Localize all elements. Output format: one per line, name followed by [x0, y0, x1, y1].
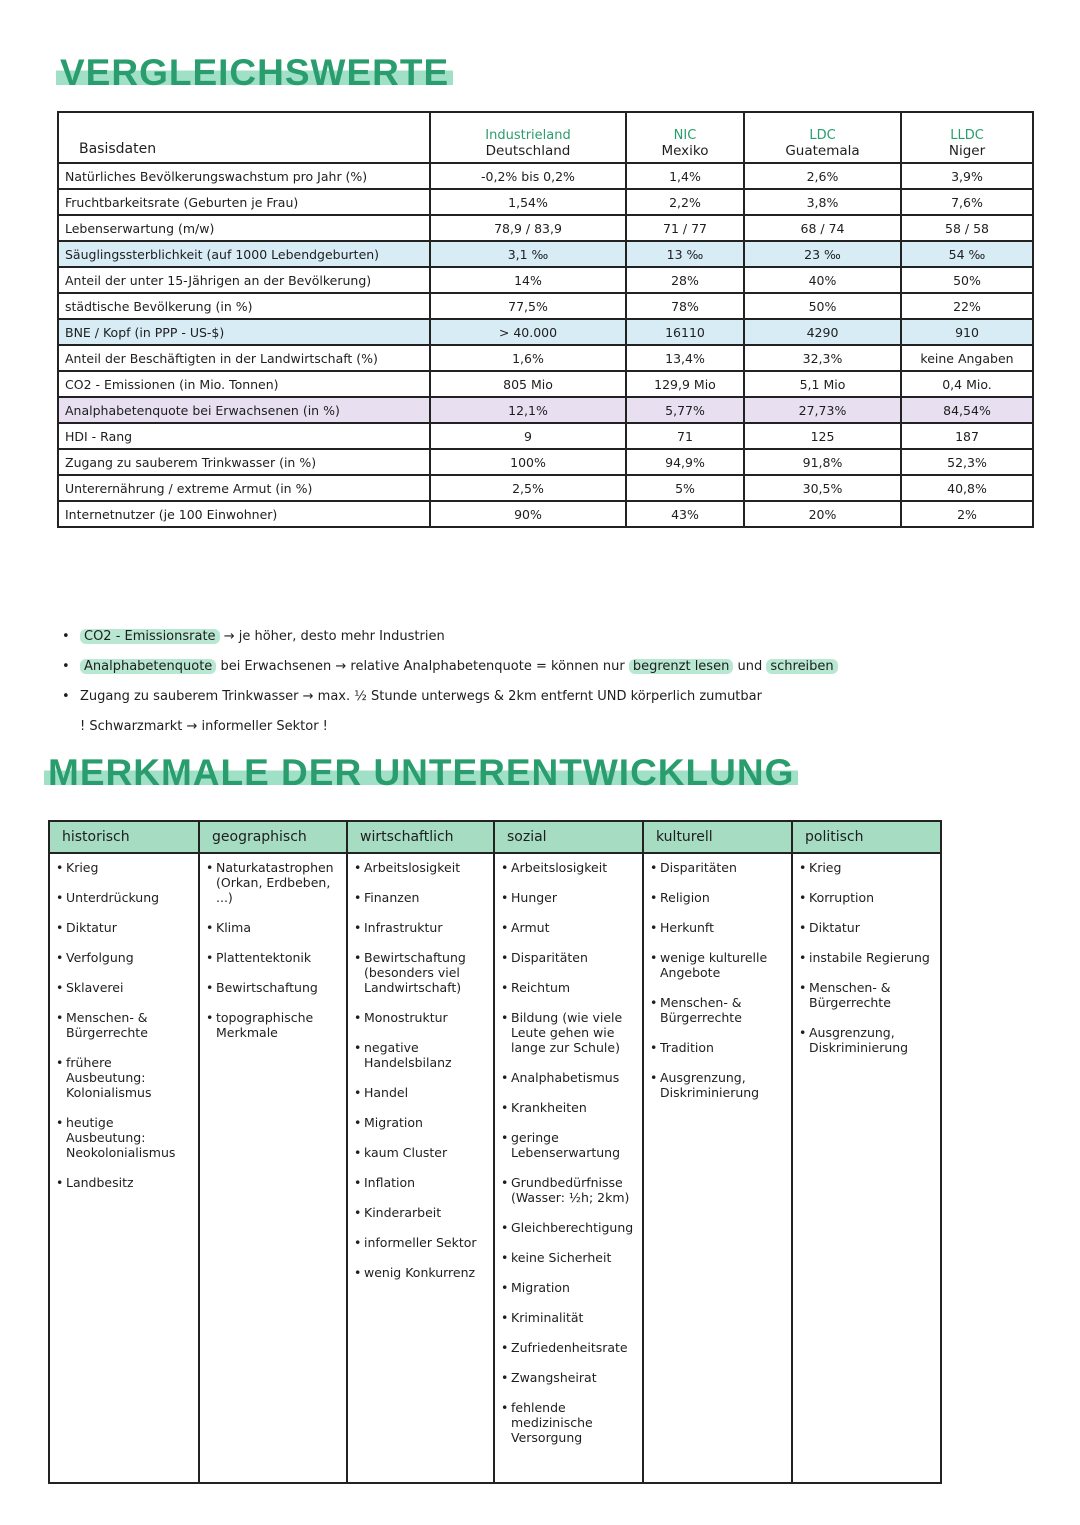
table-cell: 129,9 Mio [626, 371, 744, 397]
list-item: • wenige kulturelle Angebote [650, 950, 787, 980]
row-label: Anteil der unter 15-Jährigen an der Bevölkerung) [58, 267, 430, 293]
table-cell: 78% [626, 293, 744, 319]
table-row-highlighted [58, 319, 1033, 345]
row-label: Internetnutzer (je 100 Einwohner) [58, 501, 430, 527]
table-cell: 54 ‰ [901, 241, 1033, 267]
list-item: • Krieg [799, 860, 936, 875]
note-text: → je höher, desto mehr Industrien [223, 629, 445, 644]
list-item: • Diktatur [799, 920, 936, 935]
list-item: • Disparitäten [501, 950, 638, 965]
table-row [58, 371, 1033, 397]
note-co2 [62, 626, 1022, 656]
table-cell: 13 ‰ [626, 241, 744, 267]
column-sozial [494, 853, 643, 1483]
note-text: Zugang zu sauberem Trinkwasser → max. ½ Stunde unterwegs & 2km entfernt UND körperlich zumutbar [80, 689, 762, 704]
col-header-nic: NIC Mexiko [626, 112, 744, 163]
table-cell: 50% [744, 293, 901, 319]
list-item: • instabile Regierung [799, 950, 936, 965]
basis-header: Basisdaten [58, 112, 430, 163]
list-item: • Zufriedenheitsrate [501, 1340, 638, 1355]
table-row [58, 267, 1033, 293]
list-item: • Arbeitslosigkeit [354, 860, 489, 875]
list-item: • wenig Konkurrenz [354, 1265, 489, 1280]
note-trinkwasser [62, 686, 1022, 716]
list-item: • Menschen- & Bürgerrechte [650, 995, 787, 1025]
table-cell: 100% [430, 449, 626, 475]
note-highlight: Analphabetenquote [80, 659, 216, 674]
col-header-sozial: sozial [494, 821, 643, 853]
list-item: • Analphabetismus [501, 1070, 638, 1085]
list-item: • Korruption [799, 890, 936, 905]
list-item: • Klima [206, 920, 342, 935]
table-cell: keine Angaben [901, 345, 1033, 371]
list-item: • Grundbedürfnisse (Wasser: ½h; 2km) [501, 1175, 638, 1205]
table-cell: 1,4% [626, 163, 744, 189]
notes-list [62, 626, 1022, 746]
list-item: • Infrastruktur [354, 920, 489, 935]
row-label: Säuglingssterblichkeit (auf 1000 Lebendgeburten) [58, 241, 430, 267]
list-item: • Finanzen [354, 890, 489, 905]
col-header-lldc: LLDC Niger [901, 112, 1033, 163]
col-header-ldc: LDC Guatemala [744, 112, 901, 163]
list-item: • Ausgrenzung, Diskriminierung [799, 1025, 936, 1055]
table-cell: 0,4 Mio. [901, 371, 1033, 397]
table-cell: 1,54% [430, 189, 626, 215]
list-item: • Sklaverei [56, 980, 194, 995]
list-item: • topographische Merkmale [206, 1010, 342, 1040]
col-header-historisch: historisch [49, 821, 199, 853]
merkmale-header-row [49, 821, 941, 853]
list-item: • Armut [501, 920, 638, 935]
table-cell: 5% [626, 475, 744, 501]
column-wirtschaftlich [347, 853, 494, 1483]
list-item: • Handel [354, 1085, 489, 1100]
table-cell: -0,2% bis 0,2% [430, 163, 626, 189]
table-cell: 40% [744, 267, 901, 293]
list-item: • Naturkatastrophen (Orkan, Erdbeben, ...) [206, 860, 342, 905]
table-cell: 78,9 / 83,9 [430, 215, 626, 241]
list-item: • geringe Lebenserwartung [501, 1130, 638, 1160]
table-cell: 90% [430, 501, 626, 527]
table-cell: 14% [430, 267, 626, 293]
table-cell: 187 [901, 423, 1033, 449]
list-item: • Kinderarbeit [354, 1205, 489, 1220]
table-cell: 12,1% [430, 397, 626, 423]
table-row [58, 423, 1033, 449]
list-item: • Zwangsheirat [501, 1370, 638, 1385]
table-cell: 20% [744, 501, 901, 527]
list-item: • Religion [650, 890, 787, 905]
list-item: • heutige Ausbeutung: Neokolonialismus [56, 1115, 194, 1160]
note-text: ! Schwarzmarkt → informeller Sektor ! [80, 719, 328, 734]
col-header-wirtschaftlich: wirtschaftlich [347, 821, 494, 853]
table-cell: 805 Mio [430, 371, 626, 397]
row-label: Analphabetenquote bei Erwachsenen (in %) [58, 397, 430, 423]
table-row [58, 345, 1033, 371]
table-cell: 2,5% [430, 475, 626, 501]
note-analphabeten [62, 656, 1022, 686]
column-historisch [49, 853, 199, 1483]
table-cell: 3,9% [901, 163, 1033, 189]
section-title-merkmale: MERKMALE DER UNTERENTWICKLUNG [44, 752, 798, 794]
table-cell: 3,1 ‰ [430, 241, 626, 267]
list-item: • Hunger [501, 890, 638, 905]
list-item: • Reichtum [501, 980, 638, 995]
note-highlight: schreiben [766, 659, 837, 674]
comparison-table [57, 111, 1034, 528]
table-row [58, 501, 1033, 527]
table-cell: 23 ‰ [744, 241, 901, 267]
column-geographisch [199, 853, 347, 1483]
merkmale-body-row [49, 853, 941, 1483]
merkmale-table [48, 820, 942, 1484]
table-cell: 40,8% [901, 475, 1033, 501]
table-cell: 43% [626, 501, 744, 527]
note-highlight: CO2 - Emissionsrate [80, 629, 220, 644]
list-item: • Monostruktur [354, 1010, 489, 1025]
note-text: bei Erwachsenen → relative Analphabetenquote = können nur [220, 659, 625, 674]
table-cell: 27,73% [744, 397, 901, 423]
table-cell: 71 [626, 423, 744, 449]
row-label: Zugang zu sauberem Trinkwasser (in %) [58, 449, 430, 475]
table-cell: 125 [744, 423, 901, 449]
list-item: • Herkunft [650, 920, 787, 935]
table-cell: 58 / 58 [901, 215, 1033, 241]
table-row [58, 189, 1033, 215]
list-item: • Verfolgung [56, 950, 194, 965]
comparison-header-row [58, 112, 1033, 163]
list-item: • fehlende medizinische Versorgung [501, 1400, 638, 1445]
row-label: Lebenserwartung (m/w) [58, 215, 430, 241]
list-item: • Krankheiten [501, 1100, 638, 1115]
table-cell: 2,2% [626, 189, 744, 215]
table-cell: 50% [901, 267, 1033, 293]
table-cell: 4290 [744, 319, 901, 345]
list-item: • informeller Sektor [354, 1235, 489, 1250]
table-cell: 52,3% [901, 449, 1033, 475]
table-cell: 91,8% [744, 449, 901, 475]
row-label: CO2 - Emissionen (in Mio. Tonnen) [58, 371, 430, 397]
table-cell: 1,6% [430, 345, 626, 371]
list-item: • Plattentektonik [206, 950, 342, 965]
list-item: • Gleichberechtigung [501, 1220, 638, 1235]
table-row [58, 475, 1033, 501]
table-cell: 2% [901, 501, 1033, 527]
table-cell: 5,77% [626, 397, 744, 423]
row-label: Anteil der Beschäftigten in der Landwirtschaft (%) [58, 345, 430, 371]
row-label: städtische Bevölkerung (in %) [58, 293, 430, 319]
table-cell: 13,4% [626, 345, 744, 371]
list-item: • Migration [501, 1280, 638, 1295]
list-item: • Diktatur [56, 920, 194, 935]
note-text: und [737, 659, 763, 674]
table-cell: 30,5% [744, 475, 901, 501]
list-item: • Disparitäten [650, 860, 787, 875]
page-title-vergleichswerte: VERGLEICHSWERTE [56, 52, 453, 94]
table-cell: 5,1 Mio [744, 371, 901, 397]
table-row [58, 215, 1033, 241]
list-item: • negative Handelsbilanz [354, 1040, 489, 1070]
list-item: • Menschen- & Bürgerrechte [56, 1010, 194, 1040]
list-item: • Arbeitslosigkeit [501, 860, 638, 875]
list-item: • Unterdrückung [56, 890, 194, 905]
table-row [58, 163, 1033, 189]
table-cell: 9 [430, 423, 626, 449]
list-item: • Krieg [56, 860, 194, 875]
table-row-highlighted [58, 397, 1033, 423]
list-item: • Kriminalität [501, 1310, 638, 1325]
table-cell: 16110 [626, 319, 744, 345]
table-cell: 2,6% [744, 163, 901, 189]
column-kulturell [643, 853, 792, 1483]
table-row [58, 293, 1033, 319]
table-cell: 94,9% [626, 449, 744, 475]
table-cell: 7,6% [901, 189, 1033, 215]
table-cell: 3,8% [744, 189, 901, 215]
row-label: Natürliches Bevölkerungswachstum pro Jahr (%) [58, 163, 430, 189]
list-item: • Migration [354, 1115, 489, 1130]
table-cell: 32,3% [744, 345, 901, 371]
row-label: Fruchtbarkeitsrate (Geburten je Frau) [58, 189, 430, 215]
table-cell: 77,5% [430, 293, 626, 319]
table-cell: 22% [901, 293, 1033, 319]
table-cell: 910 [901, 319, 1033, 345]
list-item: • Inflation [354, 1175, 489, 1190]
table-cell: 28% [626, 267, 744, 293]
table-row-highlighted [58, 241, 1033, 267]
table-cell: 84,54% [901, 397, 1033, 423]
row-label: BNE / Kopf (in PPP - US-$) [58, 319, 430, 345]
col-header-kulturell: kulturell [643, 821, 792, 853]
table-cell: 71 / 77 [626, 215, 744, 241]
col-header-industrieland: Industrieland Deutschland [430, 112, 626, 163]
list-item: • kaum Cluster [354, 1145, 489, 1160]
list-item: • keine Sicherheit [501, 1250, 638, 1265]
col-header-geographisch: geographisch [199, 821, 347, 853]
list-item: • frühere Ausbeutung: Kolonialismus [56, 1055, 194, 1100]
list-item: • Bildung (wie viele Leute gehen wie lange zur Schule) [501, 1010, 638, 1055]
col-header-politisch: politisch [792, 821, 941, 853]
list-item: • Bewirtschaftung (besonders viel Landwirtschaft) [354, 950, 489, 995]
note-schwarzmarkt [62, 716, 1022, 746]
column-politisch [792, 853, 941, 1483]
note-highlight: begrenzt lesen [629, 659, 733, 674]
table-cell: 68 / 74 [744, 215, 901, 241]
list-item: • Landbesitz [56, 1175, 194, 1190]
list-item: • Bewirtschaftung [206, 980, 342, 995]
list-item: • Menschen- & Bürgerrechte [799, 980, 936, 1010]
list-item: • Tradition [650, 1040, 787, 1055]
row-label: HDI - Rang [58, 423, 430, 449]
row-label: Unterernährung / extreme Armut (in %) [58, 475, 430, 501]
table-row [58, 449, 1033, 475]
list-item: • Ausgrenzung, Diskriminierung [650, 1070, 787, 1100]
table-cell: > 40.000 [430, 319, 626, 345]
